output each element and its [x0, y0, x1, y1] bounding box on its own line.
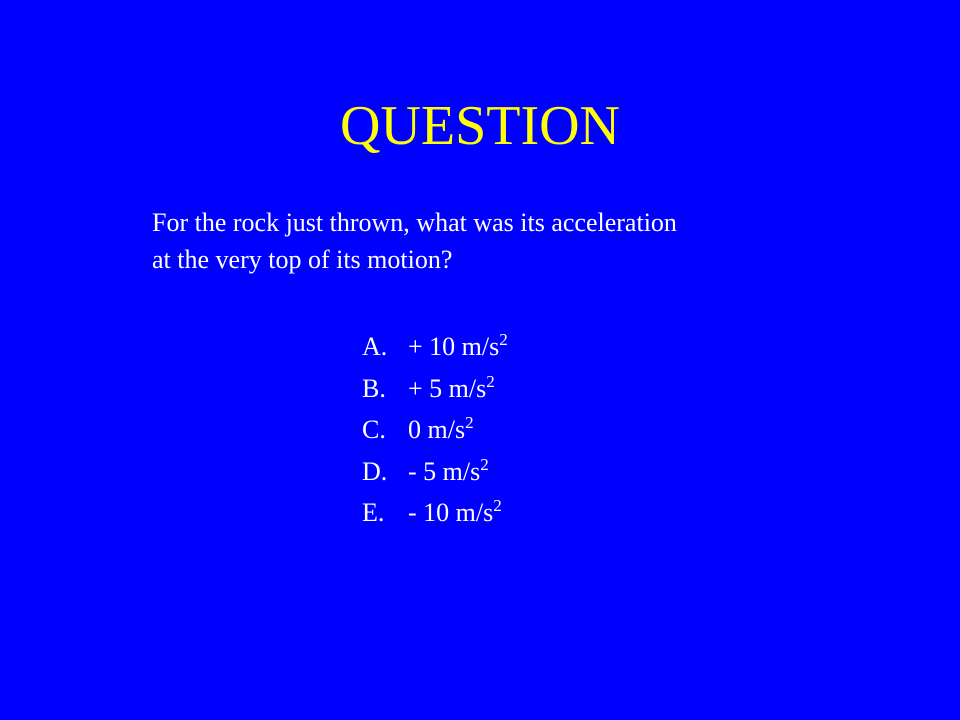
choice-letter: E. — [362, 498, 385, 527]
choice-text: + 10 m/s — [408, 332, 500, 361]
question-text — [152, 204, 852, 278]
question-line: For the rock just thrown, what was its acceleration — [152, 208, 677, 237]
choice-text: - 5 m/s — [408, 456, 481, 486]
question-line: at the very top of its motion? — [152, 245, 453, 274]
choice-letter: B. — [362, 373, 386, 403]
choice-text: + 5 m/s — [408, 373, 487, 403]
choice-letter: A. — [362, 332, 388, 361]
choice-letter: C. — [362, 415, 386, 444]
slide-title: QUESTION — [340, 95, 620, 157]
choice-text: - 10 m/s — [408, 498, 494, 527]
choice-exponent: 2 — [499, 330, 508, 349]
choice-exponent: 2 — [493, 496, 502, 515]
choice-c — [362, 411, 508, 453]
choice-text: 0 m/s — [408, 415, 466, 444]
choice-a — [362, 328, 508, 370]
choice-letter: D. — [362, 456, 388, 486]
answer-choices — [362, 328, 508, 536]
choice-exponent: 2 — [465, 413, 474, 432]
choice-exponent: 2 — [480, 454, 489, 474]
choice-exponent: 2 — [486, 371, 495, 391]
choice-d — [362, 453, 508, 495]
choice-e — [362, 494, 508, 536]
choice-b — [362, 370, 508, 412]
